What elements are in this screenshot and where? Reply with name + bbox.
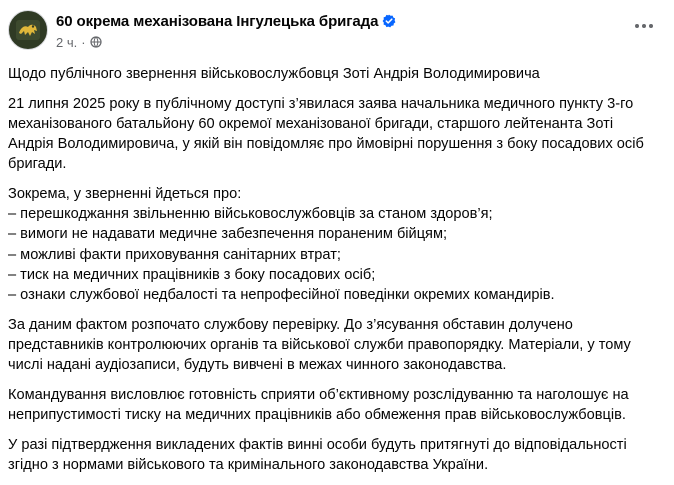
more-horizontal-icon bbox=[634, 23, 654, 29]
post-list-block bbox=[8, 184, 654, 305]
list-intro: Зокрема, у зверненні йдеться про: bbox=[8, 186, 242, 203]
globe-icon[interactable] bbox=[90, 36, 102, 48]
list-item: – перешкоджання звільненню військовослужбовців за станом здоров’я; bbox=[8, 206, 493, 223]
post-paragraph-title: Щодо публічного звернення військовослужбовця Зоті Андрія Володимировича bbox=[8, 66, 540, 82]
author-name[interactable]: 60 окрема механізована Інгулецька бригада bbox=[56, 12, 379, 30]
post-meta bbox=[56, 34, 396, 50]
more-options-button[interactable] bbox=[632, 14, 656, 38]
list-item: – ознаки службової недбалості та непрофесійної поведінки окремих командирів. bbox=[8, 287, 555, 304]
author-avatar[interactable] bbox=[8, 10, 48, 50]
brigade-emblem-icon bbox=[13, 15, 43, 45]
post-paragraph-investigation: За даним фактом розпочато службову перевірку. До з’ясування обставин долучено представників контролюючих органів та військової служби правопорядку. Матеріали, у тому числі надані аудіозаписи, будуть вивчені в межах чинного законодавства. bbox=[8, 316, 631, 374]
post-paragraph-intro: 21 липня 2025 року в публічному доступі з’явилася заява начальника медичного пункту 3-го механізованого батальйону 60 окремої механізованої бригади, старшого лейтенанта Зоті Андрія Володимировича, у якій він повідомляє про ймовірні порушення з боку посадових осіб бригади. bbox=[8, 95, 644, 173]
post-body bbox=[8, 64, 654, 485]
post-paragraph-consequences: У разі підтвердження викладених фактів винні особи будуть притягнуті до відповідальності згідно з нормами військового та кримінального законодавства України. bbox=[8, 436, 627, 473]
list-item: – можливі факти приховування санітарних втрат; bbox=[8, 246, 341, 263]
meta-separator: · bbox=[81, 34, 86, 50]
author-row bbox=[56, 12, 396, 30]
post-timestamp[interactable]: 2 ч. bbox=[56, 34, 78, 50]
post-paragraph-command: Командування висловлює готовність сприяти об’єктивному розслідуванню та наголошує на неприпустимості тиску на медичних працівників або обмеження прав військовослужбовців. bbox=[8, 386, 629, 424]
post-header bbox=[8, 10, 396, 54]
list-item: – тиск на медичних працівників з боку посадових осіб; bbox=[8, 266, 376, 283]
author-block bbox=[56, 12, 396, 50]
verified-badge-icon bbox=[382, 14, 396, 28]
list-item: – вимоги не надавати медичне забезпечення пораненим бійцям; bbox=[8, 226, 448, 243]
